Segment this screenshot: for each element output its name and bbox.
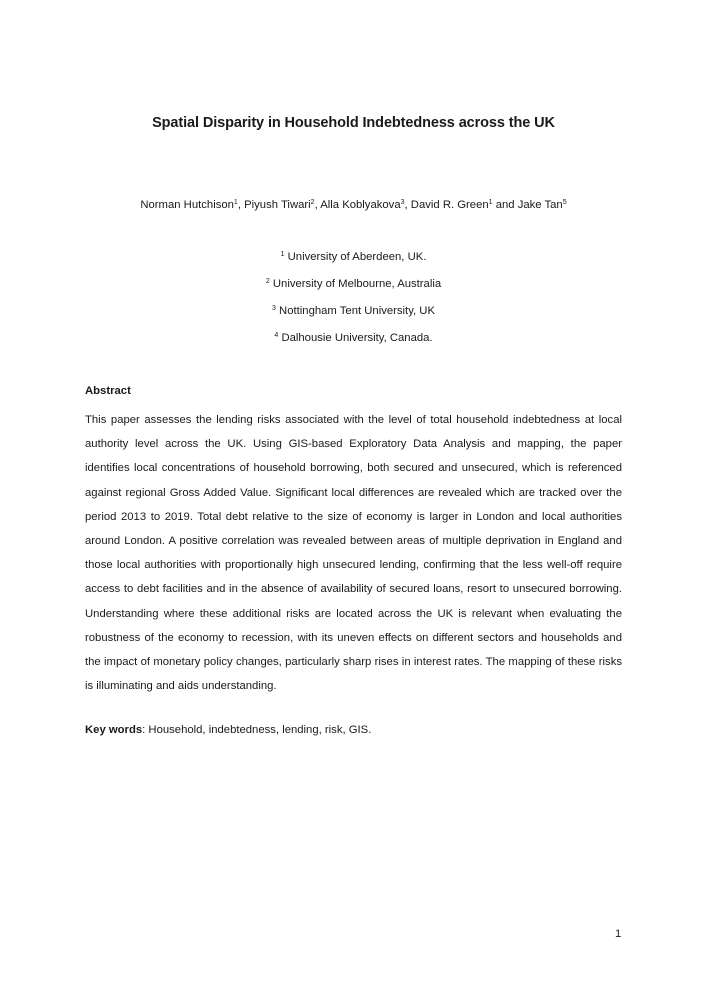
affiliation-mark: 1 bbox=[280, 251, 285, 258]
keywords-label: Key words bbox=[85, 724, 143, 736]
author-name: Norman Hutchison bbox=[140, 199, 234, 211]
author-affiliation-mark: 1 bbox=[233, 199, 238, 206]
affiliation-mark: 3 bbox=[272, 305, 276, 312]
paper-title: Spatial Disparity in Household Indebtedness across the UK bbox=[152, 115, 555, 131]
affiliation-text: University of Melbourne, Australia bbox=[269, 278, 442, 290]
author-affiliation-mark: 1 bbox=[488, 199, 493, 206]
affiliation bbox=[0, 278, 707, 290]
keywords-text: : Household, indebtedness, lending, risk, GIS. bbox=[142, 724, 372, 736]
author-list bbox=[0, 199, 707, 211]
author-name: Piyush Tiwari bbox=[244, 199, 311, 211]
abstract-body: This paper assesses the lending risks associated with the level of total household indebtedness at local authority level across the UK. Using GIS-based Exploratory Data Analysis and mapping, the paper identifies local concentrations of household borrowing, both secured and unsecured, which is referenced against regional Gross Added Value. Significant local differences are revealed which are tracked over the period 2013 to 2019. Total debt relative to the size of economy is larger in London and local authorities around London. A positive correlation was revealed between areas of multiple deprivation in England and those local authorities with proportionally high unsecured lending, confirming that the less well-off require access to debt facilities and in the absence of availability of secured loans, resort to unsecured borrowing. Understanding where these additional risks are located across the UK is relevant when evaluating the robustness of the economy to recession, with its uneven effects on different sectors and households and the impact of monetary policy changes, particularly sharp rises in interest rates. The mapping of these risks is illuminating and aids understanding. bbox=[85, 414, 622, 693]
affiliation-mark: 2 bbox=[265, 278, 270, 285]
keywords bbox=[85, 724, 371, 736]
affiliation-text: University of Aberdeen, UK. bbox=[284, 251, 427, 263]
author-affiliation-mark: 2 bbox=[310, 199, 315, 206]
author-name: Alla Koblyakova bbox=[320, 199, 401, 211]
affiliation bbox=[0, 251, 707, 263]
author-affiliation-mark: 3 bbox=[400, 199, 405, 206]
abstract-heading: Abstract bbox=[85, 385, 131, 397]
page-number: 1 bbox=[615, 928, 622, 940]
author-separator: and bbox=[492, 199, 518, 211]
affiliation bbox=[0, 305, 707, 317]
author-separator: , bbox=[314, 199, 321, 211]
affiliation-text: Nottingham Tent University, UK bbox=[275, 305, 435, 317]
affiliation-text: Dalhousie University, Canada. bbox=[278, 332, 433, 344]
affiliation-mark: 4 bbox=[274, 332, 279, 339]
affiliation bbox=[0, 332, 707, 344]
author-name: Jake Tan bbox=[517, 199, 563, 211]
author-name: David R. Green bbox=[410, 199, 489, 211]
author-separator: , bbox=[237, 199, 245, 211]
author-affiliation-mark: 5 bbox=[562, 199, 567, 206]
author-separator: , bbox=[404, 199, 411, 211]
